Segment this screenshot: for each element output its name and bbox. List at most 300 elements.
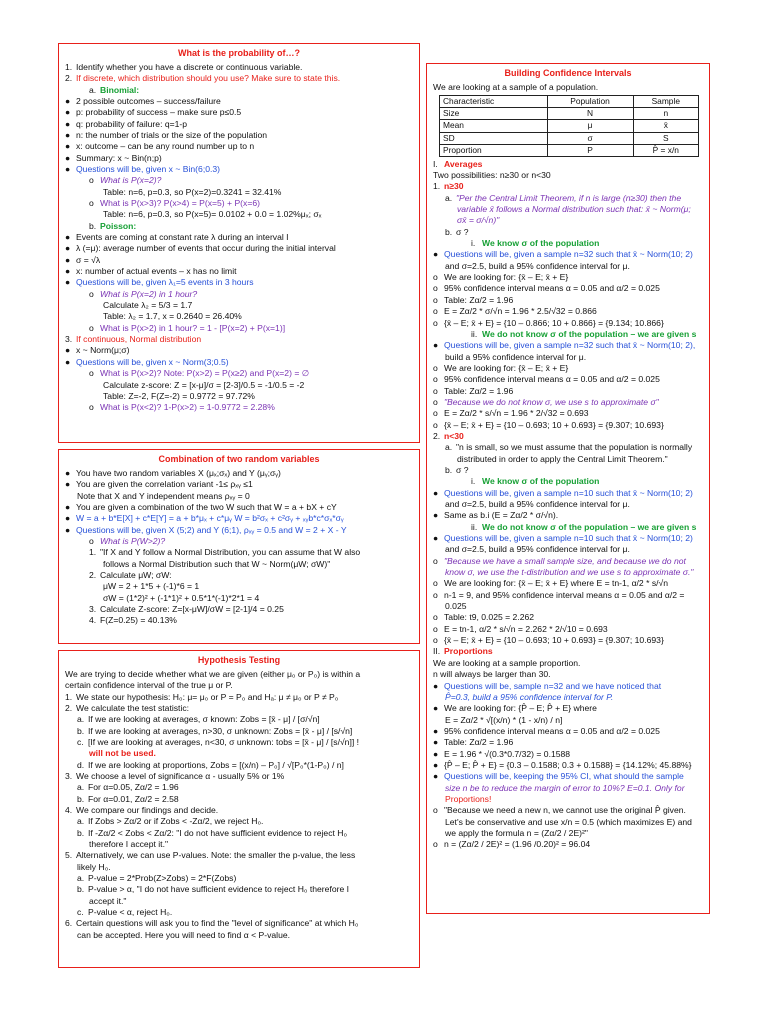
line-text: 0.025 bbox=[445, 601, 467, 612]
line-text: We know σ of the population bbox=[482, 238, 600, 249]
list-marker: ii. bbox=[471, 328, 478, 339]
text-line bbox=[433, 465, 703, 476]
list-marker: i. bbox=[471, 238, 476, 249]
text-line bbox=[433, 601, 703, 612]
text-line bbox=[65, 221, 413, 232]
text-line bbox=[433, 805, 703, 816]
text-line bbox=[433, 170, 703, 181]
line-text: For α=0.01, Zα/2 = 2.58 bbox=[88, 793, 179, 804]
line-text: q: probability of failure: q=1-p bbox=[76, 118, 188, 129]
list-marker: ● bbox=[65, 129, 71, 140]
text-line bbox=[433, 476, 703, 487]
line-text: We state our hypothesis: H₀: μ= μ₀ or P = P₀ and Hₐ: μ ≠ μ₀ or P ≠ P₀ bbox=[76, 691, 339, 702]
line-text: We are looking for: {x̄ – E; x̄ + E} where E = tn-1, α/2 * s/√n bbox=[444, 578, 669, 589]
table-cell: P̂ = x/n bbox=[633, 144, 698, 156]
line-text: We choose a level of significance α - usually 5% or 1% bbox=[76, 770, 285, 781]
list-marker: b. bbox=[445, 226, 453, 237]
line-text: Identify whether you have a discrete or continuous variable. bbox=[76, 61, 303, 72]
list-marker: o bbox=[433, 374, 438, 385]
text-line bbox=[65, 570, 413, 581]
line-text: Summary: x ~ Bin(n;p) bbox=[76, 152, 162, 163]
list-marker: d. bbox=[77, 759, 85, 770]
list-marker: ● bbox=[65, 501, 71, 512]
text-line bbox=[433, 794, 703, 805]
list-marker: 3. bbox=[65, 334, 73, 345]
list-marker: ● bbox=[433, 725, 439, 736]
line-text: we apply the formula n = (Zα/2 / 2E)²" bbox=[445, 827, 588, 838]
line-text: therefore I accept it." bbox=[89, 839, 169, 850]
text-line bbox=[433, 578, 703, 589]
line-text: You are given a combination of the two W such that W = a + bX + cY bbox=[76, 501, 337, 512]
text-line bbox=[433, 544, 703, 555]
text-line bbox=[433, 227, 703, 238]
table-cell: n bbox=[633, 108, 698, 120]
line-text: Proportions! bbox=[445, 793, 492, 804]
line-text: We do not know σ of the population – we are given s bbox=[482, 328, 697, 339]
text-line bbox=[433, 646, 703, 657]
line-text: Calculate λ₂ = 5/3 = 1.7 bbox=[103, 300, 193, 311]
line-text: variable x̄ follows a Normal distribution such that: x̄ ~ Norm(μ; bbox=[457, 204, 691, 215]
line-text: likely H₀. bbox=[77, 861, 111, 872]
line-text: E = Zα/2 * s/√n = 1.96 * 2/√32 = 0.693 bbox=[444, 408, 589, 419]
line-text: Questions will be, given λ₁=5 events in 3 hours bbox=[76, 277, 254, 288]
text-line bbox=[65, 726, 413, 737]
line-text: E = Zα/2 * σ/√n = 1.96 * 2.5/√32 = 0.866 bbox=[444, 306, 597, 317]
line-text: distributed in order to apply the Central Limit Theorem." bbox=[457, 453, 668, 464]
text-line bbox=[433, 193, 703, 204]
list-marker: o bbox=[433, 589, 438, 600]
text-line bbox=[433, 590, 703, 601]
line-text: σ = √λ bbox=[76, 254, 101, 265]
text-line bbox=[65, 502, 413, 513]
line-text: n-1 = 9, and 95% confidence interval means α = 0.05 and α/2 = bbox=[444, 589, 685, 600]
text-line bbox=[65, 130, 413, 141]
text-line bbox=[65, 153, 413, 164]
text-line bbox=[65, 615, 413, 626]
text-line bbox=[65, 547, 413, 558]
list-marker: o bbox=[89, 198, 94, 208]
list-marker: a. bbox=[445, 192, 453, 203]
line-text: and σ=2.5, build a 95% confidence interval for μ. bbox=[445, 499, 630, 509]
table-row bbox=[440, 144, 699, 156]
text-line bbox=[433, 261, 703, 272]
list-marker: 1. bbox=[65, 691, 73, 702]
list-marker: ● bbox=[433, 737, 439, 748]
text-line bbox=[433, 397, 703, 408]
list-marker: ● bbox=[65, 232, 71, 243]
line-text: Questions will be, given x ~ Bin(6;0.3) bbox=[76, 163, 221, 174]
hypothesis-lines bbox=[65, 669, 413, 941]
line-text: Questions will be, sample n=32 and we have noticed that bbox=[444, 680, 662, 691]
list-marker: ● bbox=[433, 703, 439, 714]
table-cell: P bbox=[547, 144, 633, 156]
list-marker: ● bbox=[65, 107, 71, 118]
table-header-cell: Sample bbox=[633, 96, 698, 108]
line-text: "n is small, so we must assume that the population is normally bbox=[456, 442, 693, 453]
text-line bbox=[65, 930, 413, 941]
table-cell: x̄ bbox=[633, 120, 698, 132]
text-line bbox=[65, 692, 413, 703]
line-text: accept it." bbox=[89, 895, 127, 906]
line-text: Note that X and Y independent means ρₓᵧ = 0 bbox=[77, 490, 250, 501]
table-header-cell: Population bbox=[547, 96, 633, 108]
list-marker: o bbox=[433, 623, 438, 634]
list-marker: 4. bbox=[65, 805, 73, 815]
line-text: We compare our findings and decide. bbox=[76, 805, 219, 815]
line-text: E = Zα/2 * √[(x/n) * (1 - x/n) / n] bbox=[445, 714, 563, 725]
text-line bbox=[65, 513, 413, 524]
text-line bbox=[433, 454, 703, 465]
text-line bbox=[65, 232, 413, 243]
line-text: Proportions bbox=[444, 646, 493, 657]
line-text: "Per the Central Limit Theorem, if n is large (n≥30) then the bbox=[456, 192, 682, 203]
text-line bbox=[433, 181, 703, 192]
line-text: What is P(x>2)? Note: P(x>2) = P(x≥2) and P(x=2) = ∅ bbox=[100, 368, 310, 379]
line-text: P̂=0.3, build a 95% confidence interval for P. bbox=[445, 691, 614, 702]
list-marker: ● bbox=[65, 513, 71, 524]
text-line bbox=[433, 159, 703, 170]
line-text: {x̄ – E; x̄ + E} = {10 – 0.693; 10 + 0.693} = {9.307; 10.693} bbox=[444, 419, 664, 430]
list-marker: o bbox=[433, 283, 438, 294]
text-line bbox=[433, 715, 703, 726]
list-marker: II. bbox=[433, 646, 441, 657]
line-text: n: the number of trials or the size of the population bbox=[76, 129, 268, 140]
line-text: build a 95% confidence interval for μ. bbox=[445, 351, 587, 362]
line-text: certain confidence interval of the true μ or P. bbox=[65, 680, 233, 691]
list-marker: 2. bbox=[65, 702, 73, 713]
text-line bbox=[65, 73, 413, 84]
text-line bbox=[433, 510, 703, 521]
text-line bbox=[65, 141, 413, 152]
table-cell: μ bbox=[547, 120, 633, 132]
table-header-row bbox=[440, 96, 699, 108]
text-line bbox=[433, 374, 703, 385]
line-text: 95% confidence interval means α = 0.05 and α/2 = 0.025 bbox=[444, 725, 660, 736]
text-line bbox=[433, 658, 703, 669]
list-marker: 1. bbox=[89, 547, 97, 558]
list-marker: o bbox=[433, 306, 438, 317]
ci-lines bbox=[433, 159, 703, 851]
list-marker: c. bbox=[77, 907, 84, 918]
list-marker: o bbox=[433, 408, 438, 419]
list-marker: o bbox=[433, 839, 438, 850]
line-text: Questions will be, given a sample n=10 such that x̄ ~ Norm(10; 2) bbox=[444, 533, 693, 544]
list-marker: o bbox=[433, 317, 438, 328]
line-text: 95% confidence interval means α = 0.05 and α/2 = 0.025 bbox=[444, 374, 660, 385]
hypothesis-title: Hypothesis Testing bbox=[197, 655, 281, 665]
list-marker: I. bbox=[433, 158, 438, 169]
list-marker: 5. bbox=[65, 850, 73, 861]
list-marker: 2. bbox=[65, 73, 73, 84]
text-line bbox=[433, 681, 703, 692]
text-line bbox=[65, 862, 413, 873]
line-text: F(Z=0.25) = 40.13% bbox=[100, 615, 177, 626]
line-text: P-value = 2*Prob(Z>Zobs) = 2*F(Zobs) bbox=[88, 873, 237, 884]
list-marker: 3. bbox=[65, 770, 73, 781]
text-line bbox=[65, 277, 413, 288]
list-marker: o bbox=[89, 402, 94, 413]
list-marker: c. bbox=[77, 736, 84, 747]
combination-box bbox=[58, 449, 420, 644]
line-text: n<30 bbox=[444, 430, 464, 441]
line-text: We do not know σ of the population – we are given s bbox=[482, 521, 697, 532]
list-marker: o bbox=[433, 555, 438, 566]
line-text: Calculate μW; σW: bbox=[100, 569, 172, 580]
line-text: 2 possible outcomes – success/failure bbox=[76, 95, 221, 106]
text-line bbox=[65, 357, 413, 368]
text-line bbox=[65, 175, 413, 186]
list-marker: ● bbox=[433, 487, 439, 498]
list-marker: o bbox=[433, 272, 438, 283]
list-marker: 2. bbox=[89, 569, 97, 580]
list-marker: a. bbox=[89, 84, 97, 95]
text-line bbox=[65, 850, 413, 861]
table-row bbox=[440, 120, 699, 132]
text-line bbox=[65, 839, 413, 850]
line-text: Questions will be, given a sample n=32 such that x̄ ~ Norm(10; 2), bbox=[444, 340, 696, 351]
line-text: You have two random variables X (μₓ;σₓ) and Y (μᵧ;σᵧ) bbox=[76, 467, 281, 478]
text-line bbox=[433, 340, 703, 351]
list-marker: o bbox=[89, 368, 94, 379]
text-line bbox=[433, 363, 703, 374]
list-marker: ● bbox=[433, 771, 439, 782]
text-line bbox=[65, 525, 413, 536]
table-row bbox=[440, 132, 699, 144]
characteristics-table bbox=[439, 95, 699, 156]
line-text: Table: n=6, p=0.3, so P(x=2)=0.3241 = 32.41% bbox=[103, 186, 282, 197]
probability-box bbox=[58, 43, 420, 443]
text-line bbox=[433, 669, 703, 680]
text-line bbox=[65, 243, 413, 254]
text-line bbox=[65, 794, 413, 805]
list-marker: o bbox=[433, 635, 438, 646]
line-text: can be accepted. Here you will need to find α < P-value. bbox=[77, 929, 291, 940]
list-marker: o bbox=[433, 805, 438, 816]
list-marker: ● bbox=[65, 467, 71, 478]
list-marker: o bbox=[433, 362, 438, 373]
text-line bbox=[433, 783, 703, 794]
line-text: Two possibilities: n≥30 or n<30 bbox=[433, 170, 551, 181]
hypothesis-box bbox=[58, 650, 420, 968]
table-cell: σ bbox=[547, 132, 633, 144]
list-marker: ● bbox=[65, 266, 71, 277]
line-text: Calculate z-score: Z = [x-μ]/σ = [2-3]/0.5 = -1/0.5 = -2 bbox=[103, 379, 305, 390]
list-marker: o bbox=[433, 612, 438, 623]
text-line bbox=[433, 272, 703, 283]
line-text: If we are looking at averages, n>30, σ unknown: Zobs = [x̄ - μ] / [s/√n] bbox=[88, 725, 353, 736]
line-text: You are given the correlation variant -1≤ ρₓᵧ ≤1 bbox=[76, 479, 253, 490]
line-text: size n be to reduce the margin of error to 10%? E=0.1. Only for bbox=[445, 782, 685, 793]
line-text: If continuous, Normal distribution bbox=[76, 334, 202, 345]
list-marker: ● bbox=[433, 340, 439, 351]
text-line bbox=[65, 164, 413, 175]
line-text: Same as b.i (E = Zα/2 * σ/√n). bbox=[444, 510, 559, 521]
line-text: and σ=2.5, build a 95% confidence interval for μ. bbox=[445, 544, 630, 555]
list-marker: 1. bbox=[433, 181, 441, 192]
line-text: Events are coming at constant rate λ during an interval I bbox=[76, 232, 289, 243]
text-line bbox=[433, 817, 703, 828]
ci-intro: We are looking at a sample of a population. bbox=[433, 81, 599, 92]
line-text: x: outcome – can be any round number up to n bbox=[76, 141, 255, 152]
list-marker: o bbox=[433, 396, 438, 407]
list-marker: o bbox=[89, 175, 94, 186]
line-text: What is P(x>2) in 1 hour? = 1 - [P(x=2) + P(x=1)] bbox=[100, 322, 286, 333]
list-marker: ● bbox=[65, 345, 71, 356]
text-line bbox=[65, 300, 413, 311]
list-marker: a. bbox=[77, 816, 85, 827]
text-line bbox=[65, 187, 413, 198]
list-marker: ● bbox=[65, 118, 71, 129]
list-marker: o bbox=[89, 322, 94, 333]
list-marker: ● bbox=[65, 152, 71, 163]
probability-lines bbox=[65, 62, 413, 414]
text-line bbox=[65, 714, 413, 725]
text-line bbox=[433, 737, 703, 748]
line-text: σ ? bbox=[456, 464, 469, 475]
text-line bbox=[433, 635, 703, 646]
line-text: σx̄ = σ/√n)" bbox=[457, 215, 500, 226]
text-line bbox=[433, 204, 703, 215]
text-line bbox=[65, 828, 413, 839]
line-text: We are looking for: {P̂ – E; P̂ + E} where bbox=[444, 703, 597, 714]
text-line bbox=[65, 119, 413, 130]
line-text: Table: Zα/2 = 1.96 bbox=[444, 385, 514, 396]
text-line bbox=[65, 96, 413, 107]
text-line bbox=[433, 352, 703, 363]
text-line bbox=[65, 368, 413, 379]
text-line bbox=[65, 334, 413, 345]
combination-title: Combination of two random variables bbox=[158, 454, 320, 464]
line-text: σW = (1*2)² + (-1*1)² + 0.5*1*(-1)*2*1 = 4 bbox=[103, 592, 260, 603]
line-text: "If X and Y follow a Normal Distribution, you can assume that W also bbox=[100, 547, 361, 558]
list-marker: a. bbox=[445, 442, 453, 453]
text-line bbox=[433, 760, 703, 771]
line-text: P-value < α, reject H₀. bbox=[88, 907, 173, 918]
table-header-cell: Characteristic bbox=[440, 96, 548, 108]
text-line bbox=[65, 536, 413, 547]
line-text: W = a + b*E[X] + c*E[Y] = a + b*μₓ + c*μᵧ W = b²σₓ + c²σᵧ + ₓᵧb*c*σₓ*σᵧ bbox=[76, 513, 344, 524]
text-line bbox=[65, 703, 413, 714]
confidence-interval-box bbox=[426, 63, 710, 914]
table-cell: Mean bbox=[440, 120, 548, 132]
list-marker: 3. bbox=[89, 604, 97, 614]
list-marker: ii. bbox=[471, 521, 478, 532]
line-text: Alternatively, we can use P-values. Note: the smaller the p-value, the less bbox=[76, 850, 356, 861]
text-line bbox=[433, 828, 703, 839]
text-line bbox=[433, 567, 703, 578]
list-marker: ● bbox=[65, 243, 71, 254]
text-line bbox=[65, 198, 413, 209]
line-text: What is P(W>2)? bbox=[100, 535, 166, 546]
line-text: Table: n=6, p=0.3, so P(x=5)= 0.0102 + 0.0 = 1.02%μₓ; σₓ bbox=[103, 209, 322, 220]
text-line bbox=[65, 873, 413, 884]
line-text: Questions will be, given x ~ Norm(3;0.5) bbox=[76, 356, 229, 367]
line-text: {x̄ – E; x̄ + E} = {10 – 0.866; 10 + 0.866} = {9.134; 10.866} bbox=[444, 317, 664, 328]
text-line bbox=[433, 533, 703, 544]
text-line bbox=[65, 737, 413, 748]
text-line bbox=[65, 884, 413, 895]
text-line bbox=[65, 918, 413, 929]
text-line bbox=[65, 391, 413, 402]
text-line bbox=[433, 624, 703, 635]
line-text: Table: Z=-2, F(Z=-2) = 0.9772 = 97.72% bbox=[103, 390, 255, 401]
table-cell: N bbox=[547, 108, 633, 120]
line-text: Questions will be, given X (5;2) and Y (6;1), ρₓᵧ = 0.5 and W = 2 + X - Y bbox=[76, 524, 347, 535]
list-marker: ● bbox=[65, 277, 71, 288]
list-marker: b. bbox=[77, 884, 85, 895]
line-text: n = (Zα/2 / 2E)² = (1.96 /0.20)² = 96.04 bbox=[444, 839, 591, 850]
line-text: p: probability of success – make sure p≤0.5 bbox=[76, 107, 242, 118]
text-line bbox=[433, 488, 703, 499]
line-text: Table: λ₂ = 1.7, x = 0.2640 = 26.40% bbox=[103, 311, 242, 322]
line-text: Binomial: bbox=[100, 84, 140, 95]
text-line bbox=[433, 420, 703, 431]
text-line bbox=[433, 386, 703, 397]
text-line bbox=[65, 255, 413, 266]
text-line bbox=[433, 329, 703, 340]
line-text: If Zobs > Zα/2 or if Zobs < -Zα/2, we reject H₀. bbox=[88, 816, 264, 827]
list-marker: 2. bbox=[433, 430, 441, 441]
text-line bbox=[433, 771, 703, 782]
list-marker: a. bbox=[77, 714, 85, 725]
list-marker: b. bbox=[77, 827, 85, 838]
text-line bbox=[65, 62, 413, 73]
text-line bbox=[433, 238, 703, 249]
line-text: Averages bbox=[444, 158, 483, 169]
confidence-interval-title: Building Confidence Intervals bbox=[504, 68, 632, 78]
list-marker: b. bbox=[77, 793, 85, 804]
list-marker: ● bbox=[433, 680, 439, 691]
line-text: What is P(x=2)? bbox=[100, 175, 162, 186]
list-marker: ● bbox=[433, 759, 439, 770]
text-line bbox=[65, 581, 413, 592]
list-marker: ● bbox=[65, 141, 71, 152]
line-text: Calculate Z-score: Z=[x-μW]/σW = [2-1]/4 = 0.25 bbox=[100, 604, 284, 614]
line-text: What is P(x<2)? 1-P(x>2) = 1-0.9772 = 2.28% bbox=[100, 402, 275, 413]
text-line bbox=[433, 749, 703, 760]
list-marker: a. bbox=[77, 782, 85, 793]
list-marker: ● bbox=[65, 524, 71, 535]
text-line bbox=[65, 311, 413, 322]
text-line bbox=[65, 289, 413, 300]
text-line bbox=[65, 345, 413, 356]
text-line bbox=[65, 805, 413, 816]
list-marker: ● bbox=[65, 254, 71, 265]
line-text: 95% confidence interval means α = 0.05 and α/2 = 0.025 bbox=[444, 283, 660, 294]
line-text: Questions will be, given a sample n=10 such that x̄ ~ Norm(10; 2) bbox=[444, 487, 693, 498]
line-text: {P̂ – E; P̂ + E} = {0.3 – 0.1588; 0.3 + 0.1588} = {14.12%; 45.88%} bbox=[444, 759, 692, 770]
list-marker: ● bbox=[433, 249, 439, 260]
line-text: We are looking for: {x̄ – E; x̄ + E} bbox=[444, 362, 569, 373]
text-line bbox=[65, 468, 413, 479]
text-line bbox=[433, 318, 703, 329]
line-text: If discrete, which distribution should you use? Make sure to state this. bbox=[76, 73, 341, 84]
text-line bbox=[433, 408, 703, 419]
text-line bbox=[433, 431, 703, 442]
line-text: If we are looking at averages, σ known: Zobs = [x̄ - μ] / [σ/√n] bbox=[88, 714, 320, 725]
list-marker: ● bbox=[433, 533, 439, 544]
line-text: E = tn-1, α/2 * s/√n = 2.262 * 2/√10 = 0.693 bbox=[444, 623, 608, 634]
line-text: If we are looking at proportions, Zobs = [(x/n) – P₀] / √[P₀*(1-P₀) / n] bbox=[88, 759, 344, 770]
line-text: x ~ Norm(μ;σ) bbox=[76, 345, 130, 356]
text-line bbox=[433, 442, 703, 453]
list-marker: ● bbox=[65, 95, 71, 106]
list-marker: a. bbox=[77, 873, 85, 884]
list-marker: ● bbox=[433, 748, 439, 759]
list-marker: ● bbox=[433, 510, 439, 521]
list-marker: b. bbox=[77, 725, 85, 736]
list-marker: o bbox=[89, 535, 94, 546]
